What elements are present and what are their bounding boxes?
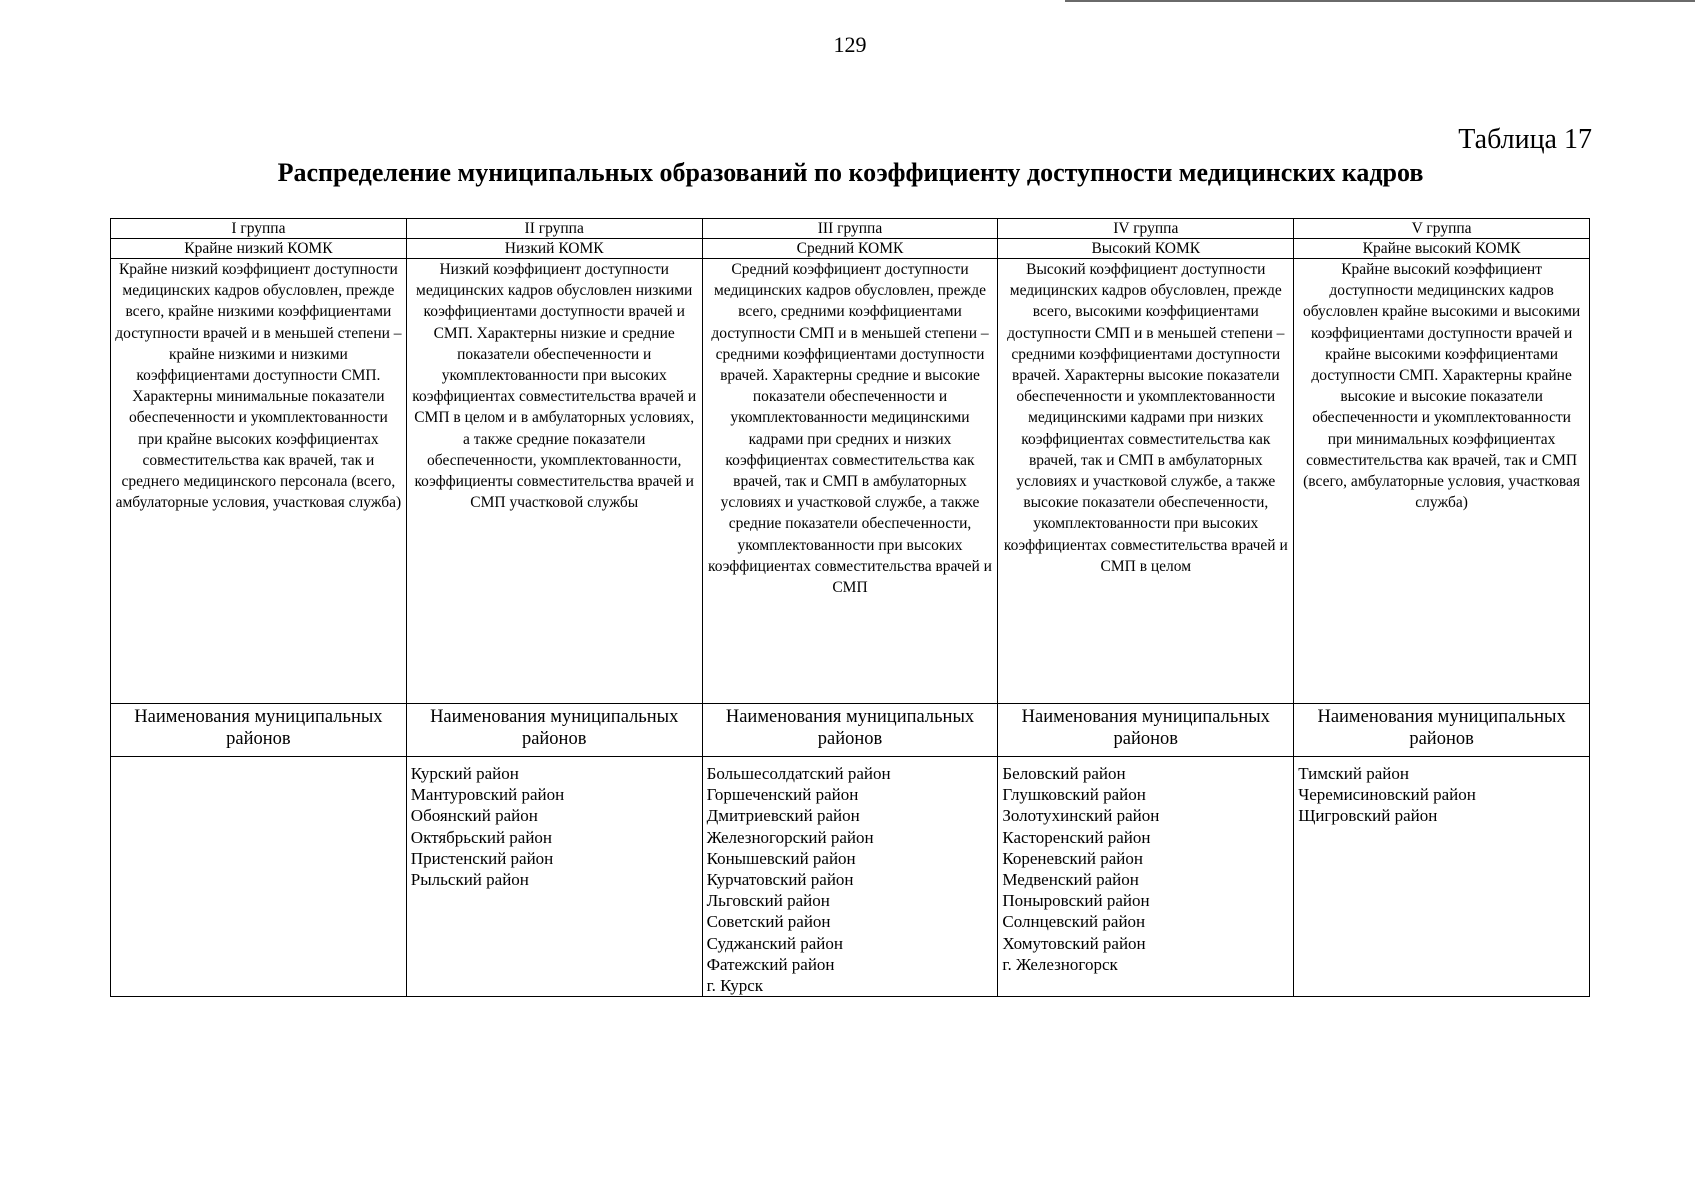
district-item: Железногорский район	[706, 827, 874, 847]
district-item: Тимский район	[1298, 764, 1409, 783]
names-header-cell-2: Наименования муниципальных районов	[406, 704, 702, 757]
district-item: Беловский район	[1002, 764, 1126, 783]
district-item: Рыльский район	[410, 870, 529, 890]
districts-cell-2	[406, 757, 702, 997]
description-cell-2: Низкий коэффициент доступности медицинских кадров обусловлен низкими коэффициентами доступности врачей и СМП. Характерны низкие и средние показатели обеспеченности и укомплектованности при высоких коэффициентах совместительства врачей и СМП в целом и в амбулаторных условиях, а также средние показатели обеспеченности, укомплектованности, коэффициенты совместительства врачей и СМП участковой службы	[406, 259, 702, 704]
district-item: Суджанский район	[706, 933, 843, 953]
districts-cell-3	[702, 757, 998, 997]
district-item: Щигровский район	[1298, 806, 1438, 826]
description-cell-4: Высокий коэффициент доступности медицинских кадров обусловлен, прежде всего, высокими коэффициентами доступности СМП и в меньшей степени – средними коэффициентами доступности врачей. Характерны высокие показатели обеспеченности и укомплектованности медицинскими кадрами при низких коэффициентах совместительства как врачей, так и СМП в амбулаторных условиях и участковой службе, а также высокие показатели обеспеченности, укомплектованности при высоких коэффициентах совместительства врачей и СМП в целом	[998, 259, 1294, 704]
group-header-row	[111, 219, 1590, 239]
district-item: Фатежский район	[706, 954, 835, 974]
description-cell-1: Крайне низкий коэффициент доступности медицинских кадров обусловлен, прежде всего, крайне низкими коэффициентами доступности врачей и в меньшей степени – крайне низкими и низкими коэффициентами доступности СМП. Характерны минимальные показатели обеспеченности и укомплектованности при крайне высоких коэффициентах совместительства как врачей, так и среднего медицинского персонала (всего, амбулаторные условия, участковая служба)	[111, 259, 407, 704]
district-item: Кореневский район	[1002, 848, 1143, 868]
distribution-table	[110, 218, 1590, 997]
districts-cell-5	[1294, 757, 1590, 997]
district-item: Льговский район	[706, 891, 830, 911]
district-item: г. Железногорск	[1002, 954, 1118, 974]
district-item: Октябрьский район	[410, 827, 553, 847]
district-item: Медвенский район	[1002, 870, 1139, 890]
description-row	[111, 259, 1590, 704]
group-cell-3: III группа	[702, 219, 998, 239]
table-label: Таблица 17	[1458, 124, 1592, 155]
district-item: Конышевский район	[706, 848, 856, 868]
district-item: Мантуровский район	[410, 785, 565, 805]
district-item: Золотухинский район	[1002, 806, 1160, 826]
district-item: Поныровский район	[1002, 891, 1150, 911]
page-number: 129	[833, 32, 867, 57]
group-cell-1: I группа	[111, 219, 407, 239]
level-cell-3: Средний КОМК	[702, 239, 998, 259]
top-scan-rule	[1065, 0, 1695, 2]
names-header-cell-4: Наименования муниципальных районов	[998, 704, 1294, 757]
district-item: Курчатовский район	[706, 870, 854, 890]
district-item: Пристенский район	[410, 848, 554, 868]
district-item: Хомутовский район	[1002, 933, 1146, 953]
district-item: Горшеченский район	[706, 785, 859, 805]
document-title: Распределение муниципальных образований по коэффициенту доступности медицинских кадров	[277, 158, 1424, 187]
names-header-row	[111, 704, 1590, 757]
district-item: г. Курск	[706, 976, 764, 996]
level-cell-1: Крайне низкий КОМК	[111, 239, 407, 259]
districts-cell-1	[111, 757, 407, 997]
level-cell-4: Высокий КОМК	[998, 239, 1294, 259]
district-item: Глушковский район	[1002, 785, 1146, 805]
district-item: Дмитриевский район	[706, 806, 860, 826]
district-item: Курский район	[410, 764, 519, 783]
district-item: Солнцевский район	[1002, 912, 1146, 932]
district-item: Советский район	[706, 912, 831, 932]
district-item: Черемисиновский район	[1298, 785, 1476, 805]
districts-cell-4	[998, 757, 1294, 997]
district-item: Большесолдатский район	[706, 764, 891, 783]
level-cell-5: Крайне высокий КОМК	[1294, 239, 1590, 259]
names-header-cell-5: Наименования муниципальных районов	[1294, 704, 1590, 757]
group-cell-4: IV группа	[998, 219, 1294, 239]
names-header-cell-1: Наименования муниципальных районов	[111, 704, 407, 757]
group-cell-2: II группа	[406, 219, 702, 239]
level-row	[111, 239, 1590, 259]
description-cell-5: Крайне высокий коэффициент доступности медицинских кадров обусловлен крайне высокими и высокими коэффициентами доступности врачей и крайне высокими коэффициентами доступности СМП. Характерны крайне высокие и высокие показатели обеспеченности и укомплектованности при минимальных коэффициентах совместительства как врачей, так и СМП (всего, амбулаторные условия, участковая служба)	[1294, 259, 1590, 704]
group-cell-5: V группа	[1294, 219, 1590, 239]
district-item: Обоянский район	[410, 806, 538, 826]
names-header-cell-3: Наименования муниципальных районов	[702, 704, 998, 757]
level-cell-2: Низкий КОМК	[406, 239, 702, 259]
district-item: Касторенский район	[1002, 827, 1151, 847]
districts-row	[111, 757, 1590, 997]
description-cell-3: Средний коэффициент доступности медицинских кадров обусловлен, прежде всего, средними коэффициентами доступности СМП и в меньшей степени – средними коэффициентами доступности врачей. Характерны средние и высокие показатели обеспеченности и укомплектованности медицинскими кадрами при средних и низких коэффициентах совместительства как врачей, так и СМП в амбулаторных условиях и участковой службе, а также средние показатели обеспеченности, укомплектованности при высоких коэффициентах совместительства врачей и СМП	[702, 259, 998, 704]
